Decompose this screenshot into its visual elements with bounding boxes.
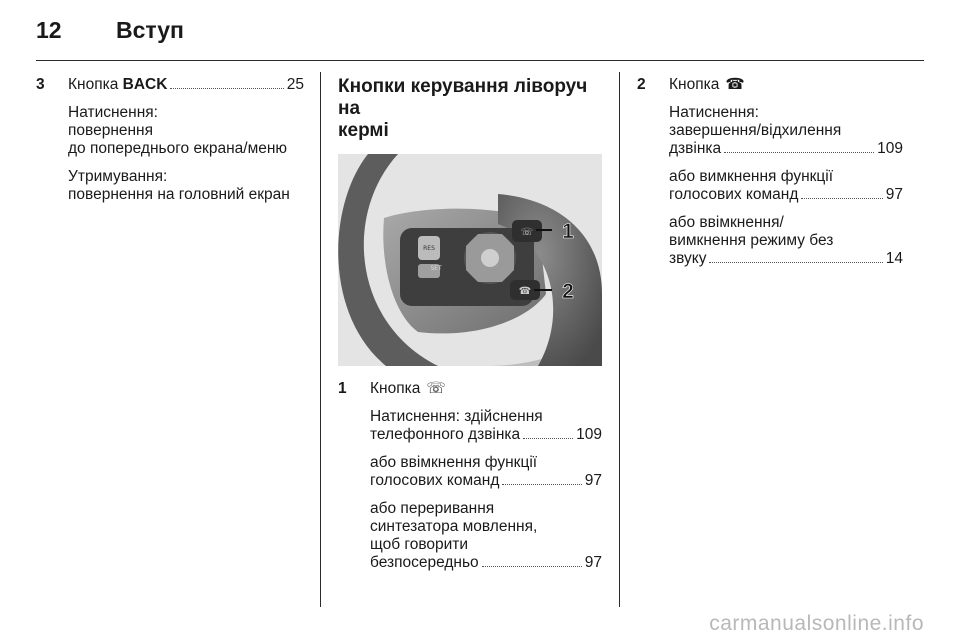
header-rule: [36, 60, 924, 61]
description-paragraph: [370, 454, 602, 490]
dot-leader: [502, 472, 581, 485]
page-reference[interactable]: 14: [885, 250, 903, 267]
reference-text: телефонного дзвінка: [370, 426, 521, 443]
reference-line: [370, 472, 602, 490]
watermark: carmanualsonline.info: [709, 612, 924, 635]
item-number: 1: [338, 380, 347, 397]
paragraph-line: синтезатора мовлення,: [370, 518, 538, 535]
item-2-paragraphs: [637, 104, 903, 268]
dot-leader: [801, 186, 882, 199]
dot-leader: [709, 250, 882, 263]
description-paragraph: [669, 104, 903, 158]
paragraph-line: вимкнення режиму без: [669, 232, 834, 249]
callout-2: 2: [562, 280, 574, 303]
reference-text: звуку: [669, 250, 707, 267]
phone-voice-icon: ☏: [520, 227, 534, 238]
dot-leader: [482, 554, 582, 567]
page-header: [36, 14, 184, 46]
item-number: 3: [36, 76, 45, 93]
press-label: Натиснення:: [68, 104, 158, 121]
press-description: [68, 104, 304, 158]
paragraph-line: або переривання: [370, 500, 495, 517]
hold-description: [68, 168, 304, 204]
dot-leader: [170, 76, 283, 89]
item-3-heading: [36, 76, 304, 94]
page-reference[interactable]: 109: [877, 140, 903, 157]
item-label: Кнопка: [370, 380, 421, 397]
set-label: SET: [430, 265, 442, 272]
item-number: 2: [637, 76, 646, 93]
press-line: до попереднього екрана/меню: [68, 140, 288, 157]
chapter-title: Вступ: [116, 16, 184, 43]
paragraph-line: або ввімкнення/: [669, 214, 784, 231]
voice-phone-icon: ☏: [426, 380, 446, 397]
paragraph-line: щоб говорити: [370, 536, 469, 553]
reference-text: дзвінка: [669, 140, 722, 157]
page-reference[interactable]: 109: [576, 426, 602, 443]
page-reference[interactable]: 97: [584, 554, 602, 571]
middle-column: [338, 76, 602, 572]
dot-leader: [523, 426, 573, 439]
hold-line: повернення на головний екран: [68, 186, 290, 203]
dot-leader: [724, 140, 874, 153]
paragraph-line: Натиснення: здійснення: [370, 408, 543, 425]
back-label: BACK: [122, 76, 168, 93]
page-reference[interactable]: 97: [885, 186, 903, 203]
item-2-heading: [637, 76, 903, 94]
column-divider-right: [619, 72, 620, 607]
hangup-icon: ☎: [725, 76, 745, 93]
reference-text: безпосередньо: [370, 554, 479, 571]
steering-wheel-illustration: [338, 154, 602, 366]
page-number: 12: [36, 16, 62, 43]
item-1-paragraphs: [338, 408, 602, 572]
press-line: повернення: [68, 122, 154, 139]
item-label: Кнопка: [669, 76, 720, 93]
right-column: [637, 76, 903, 268]
section-title: [338, 76, 602, 142]
callout-1: 1: [562, 220, 574, 243]
reference-line: [370, 426, 602, 444]
res-label: RES: [423, 245, 435, 252]
hangup-icon: ☎: [518, 286, 532, 297]
page-reference[interactable]: 25: [286, 76, 304, 93]
paragraph-line: або ввімкнення функції: [370, 454, 538, 471]
reference-line: [669, 140, 903, 158]
left-column: [36, 76, 304, 204]
paragraph-line: завершення/відхилення: [669, 122, 842, 139]
reference-line: [370, 554, 602, 572]
item-label: Кнопка: [68, 76, 123, 93]
page-reference[interactable]: 97: [584, 472, 602, 489]
column-divider-left: [320, 72, 321, 607]
reference-text: голосових команд: [370, 472, 500, 489]
description-paragraph: [370, 500, 602, 572]
item-1-heading: [338, 380, 602, 398]
section-title-line: кермі: [338, 120, 389, 141]
description-paragraph: [669, 168, 903, 204]
reference-text: голосових команд: [669, 186, 799, 203]
description-paragraph: [370, 408, 602, 444]
paragraph-line: Натиснення:: [669, 104, 759, 121]
reference-line: [669, 250, 903, 268]
reference-line: [669, 186, 903, 204]
steering-wheel-figure: [338, 154, 602, 366]
section-title-line: Кнопки керування ліворуч на: [338, 76, 588, 119]
hold-label: Утримування:: [68, 168, 168, 185]
description-paragraph: [669, 214, 903, 268]
paragraph-line: або вимкнення функції: [669, 168, 834, 185]
